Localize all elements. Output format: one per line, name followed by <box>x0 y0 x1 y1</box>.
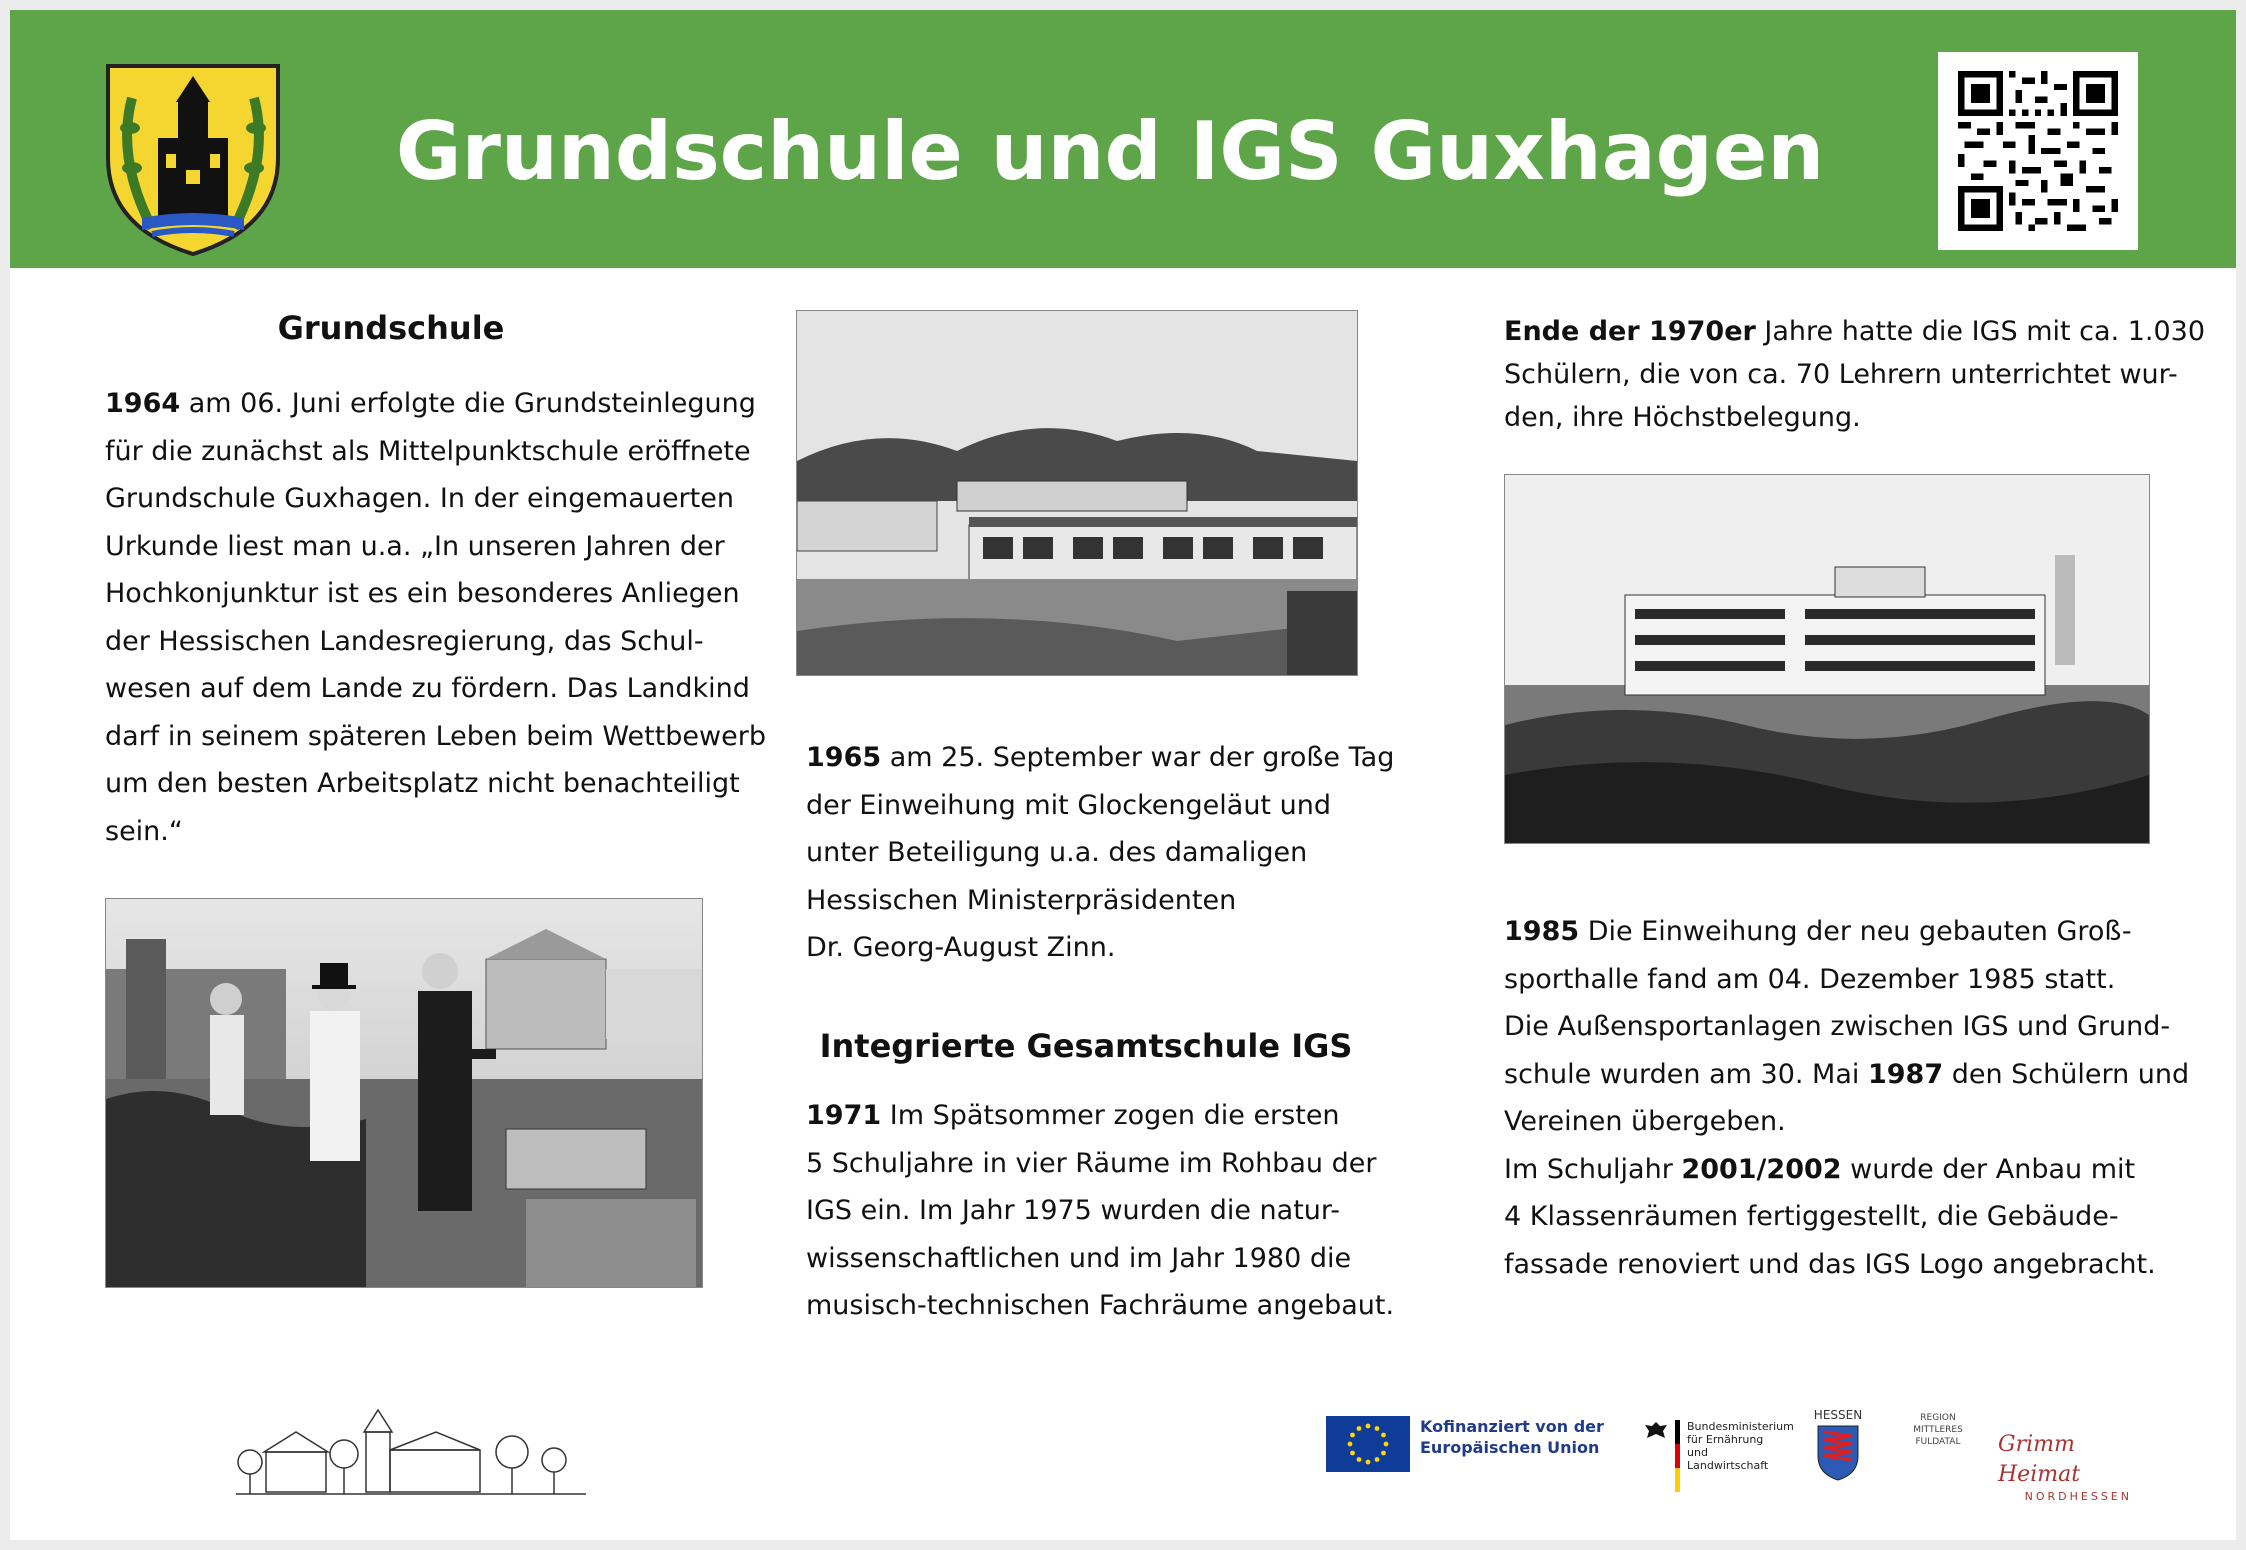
paragraph-1965: 1965 am 25. September war der große Tag der Einweihung mit Glockengeläut und unter Beteiligung u.a. des damaligen Hessischen Ministerpräsidenten Dr. Georg-August Zinn. <box>806 742 1395 963</box>
page-title: Grundschule und IGS Guxhagen <box>395 105 1825 198</box>
qr-code-icon[interactable] <box>1938 52 2138 250</box>
grimm-heimat-logo: Grimm Heimat NORDHESSEN <box>1998 1432 2132 1503</box>
paragraph-1970er: Ende der 1970er Jahre hatte die IGS mit ca. 1.030 Schülern, die von ca. 70 Lehrern unterrichtet wur- den, ihre Höchstbelegung. <box>1504 316 2206 433</box>
paragraph-1964: 1964 am 06. Juni erfolgte die Grundsteinlegung für die zunächst als Mittelpunktschule eröffnete Grundschule Guxhagen. In der eingemauerten Urkunde liest man u.a. „In unseren Jahren der Hochkonjunktur ist es ein besonderes Anliegen der Hessischen Landesregierung, das Schul- wesen auf dem Lande zu fördern. Das Landkind darf in seinem späteren Leben beim Wettbewerb um den besten Arbeitsplatz nicht benachteiligt sein.“ <box>105 388 766 847</box>
heading-grundschule: Grundschule <box>277 309 505 347</box>
year-1965: 1965 <box>806 742 882 773</box>
paragraph-1985: 1985 Die Einweihung der neu gebauten Groß- sporthalle fand am 04. Dezember 1985 statt. Die Außensportanlagen zwischen IGS und Grund- schule wurden am 30. Mai 1987 den Schülern und Vereinen übergeben. Im Schuljahr 2001/2002 wurde der Anbau mit 4 Klassenräumen fertiggestellt, die Gebäude- fassade renoviert und das IGS Logo angebracht. <box>1504 916 2190 1280</box>
year-1987: 1987 <box>1867 1058 1944 1090</box>
hessen-logo: HESSEN <box>1808 1408 1868 1486</box>
year-1964: 1964 <box>105 388 181 419</box>
region-mittleres-fuldatal-logo: REGION MITTLERES FULDATAL <box>1913 1413 1963 1447</box>
village-sketch-icon <box>236 1402 596 1506</box>
photo-foundation-stone-ceremony <box>105 898 703 1288</box>
photo-school-1965 <box>796 310 1358 676</box>
german-flag-stripes-icon <box>1675 1420 1680 1492</box>
hessen-lion-shield-icon <box>1808 1422 1868 1482</box>
eu-cofinancing-label: Kofinanziert von der Europäischen Union <box>1420 1417 1604 1457</box>
photo-igs-building <box>1504 474 2150 844</box>
year-1985: 1985 <box>1504 916 1580 947</box>
year-1971: 1971 <box>806 1100 882 1131</box>
bold-ende-1970er: Ende der 1970er <box>1504 316 1756 347</box>
federal-eagle-icon <box>1643 1420 1669 1442</box>
coat-of-arms-icon <box>102 58 284 258</box>
year-2001-2002: 2001/2002 <box>1681 1153 1842 1185</box>
paragraph-1971: 1971 Im Spätsommer zogen die ersten 5 Schuljahre in vier Räume im Rohbau der IGS ein. Im Jahr 1975 wurden die natur- wissenschaftlichen und im Jahr 1980 die musisch-technischen Fachräume angebaut. <box>806 1100 1395 1321</box>
info-board: Grundschule und IGS Guxhagen Grundschule 1964 am 06. Juni erfolgte die Grundsteinlegung für die zunächst als Mittelpunktschule eröffnete Grundschule Guxhagen. In der eingemauerten Urkunde liest man u.a. „In unseren Jahren der Hochkonjunktur ist es ein besonderes Anliegen der Hessischen Landesregierung, das Schul- wesen auf dem Lande zu fördern. Das Landkind darf in seinem späteren Leben beim Wettbewerb um den besten Arbeitsplatz nicht benachteiligt sein.“ 1965 am 25. September war der große Tag der Einweihung mit Glockengeläut und unter Beteiligung u.a. des damaligen Hessischen Ministerpräsidenten Dr. Georg-August Zinn. Integrierte Gesamtschule IGS 1971 Im Spätsommer zogen die ersten 5 Schuljahre in vier Räume im Rohbau der IGS ein. Im Jahr 1975 wurden die natur- wissenschaftlichen und im Jahr 1980 die musisch-technischen Fachräume angebaut. Ende der 1970er Jahre hatte die IGS mit ca. 1.030 Schülern, die von ca. 70 Lehrern unterrichtet wur- den, ihre Höchstbelegung. 1985 Die Einweihung der neu gebauten Groß- sporthalle fand am 04. Dezember 1985 statt. Die Außensportanlagen zwischen IGS und Grund- schule wurden am 30. Mai 1987 den Schülern und Vereinen übergeben. Im Schuljahr 2001/2002 wurde der Anbau mit 4 Klassenräumen fertiggestellt, die Gebäude- fassade renoviert und das IGS Logo angebracht. Kofinanziert von der Europäischen Union Bundesministerium für Ernährung und Landwirtschaft HESSEN REGION MITTLERES FULDATAL Grimm Heimat NORDHESSEN <box>10 10 2236 1540</box>
heading-igs: Integrierte Gesamtschule IGS <box>819 1027 1353 1065</box>
eu-flag-icon <box>1326 1416 1410 1472</box>
header-banner <box>10 10 2236 268</box>
